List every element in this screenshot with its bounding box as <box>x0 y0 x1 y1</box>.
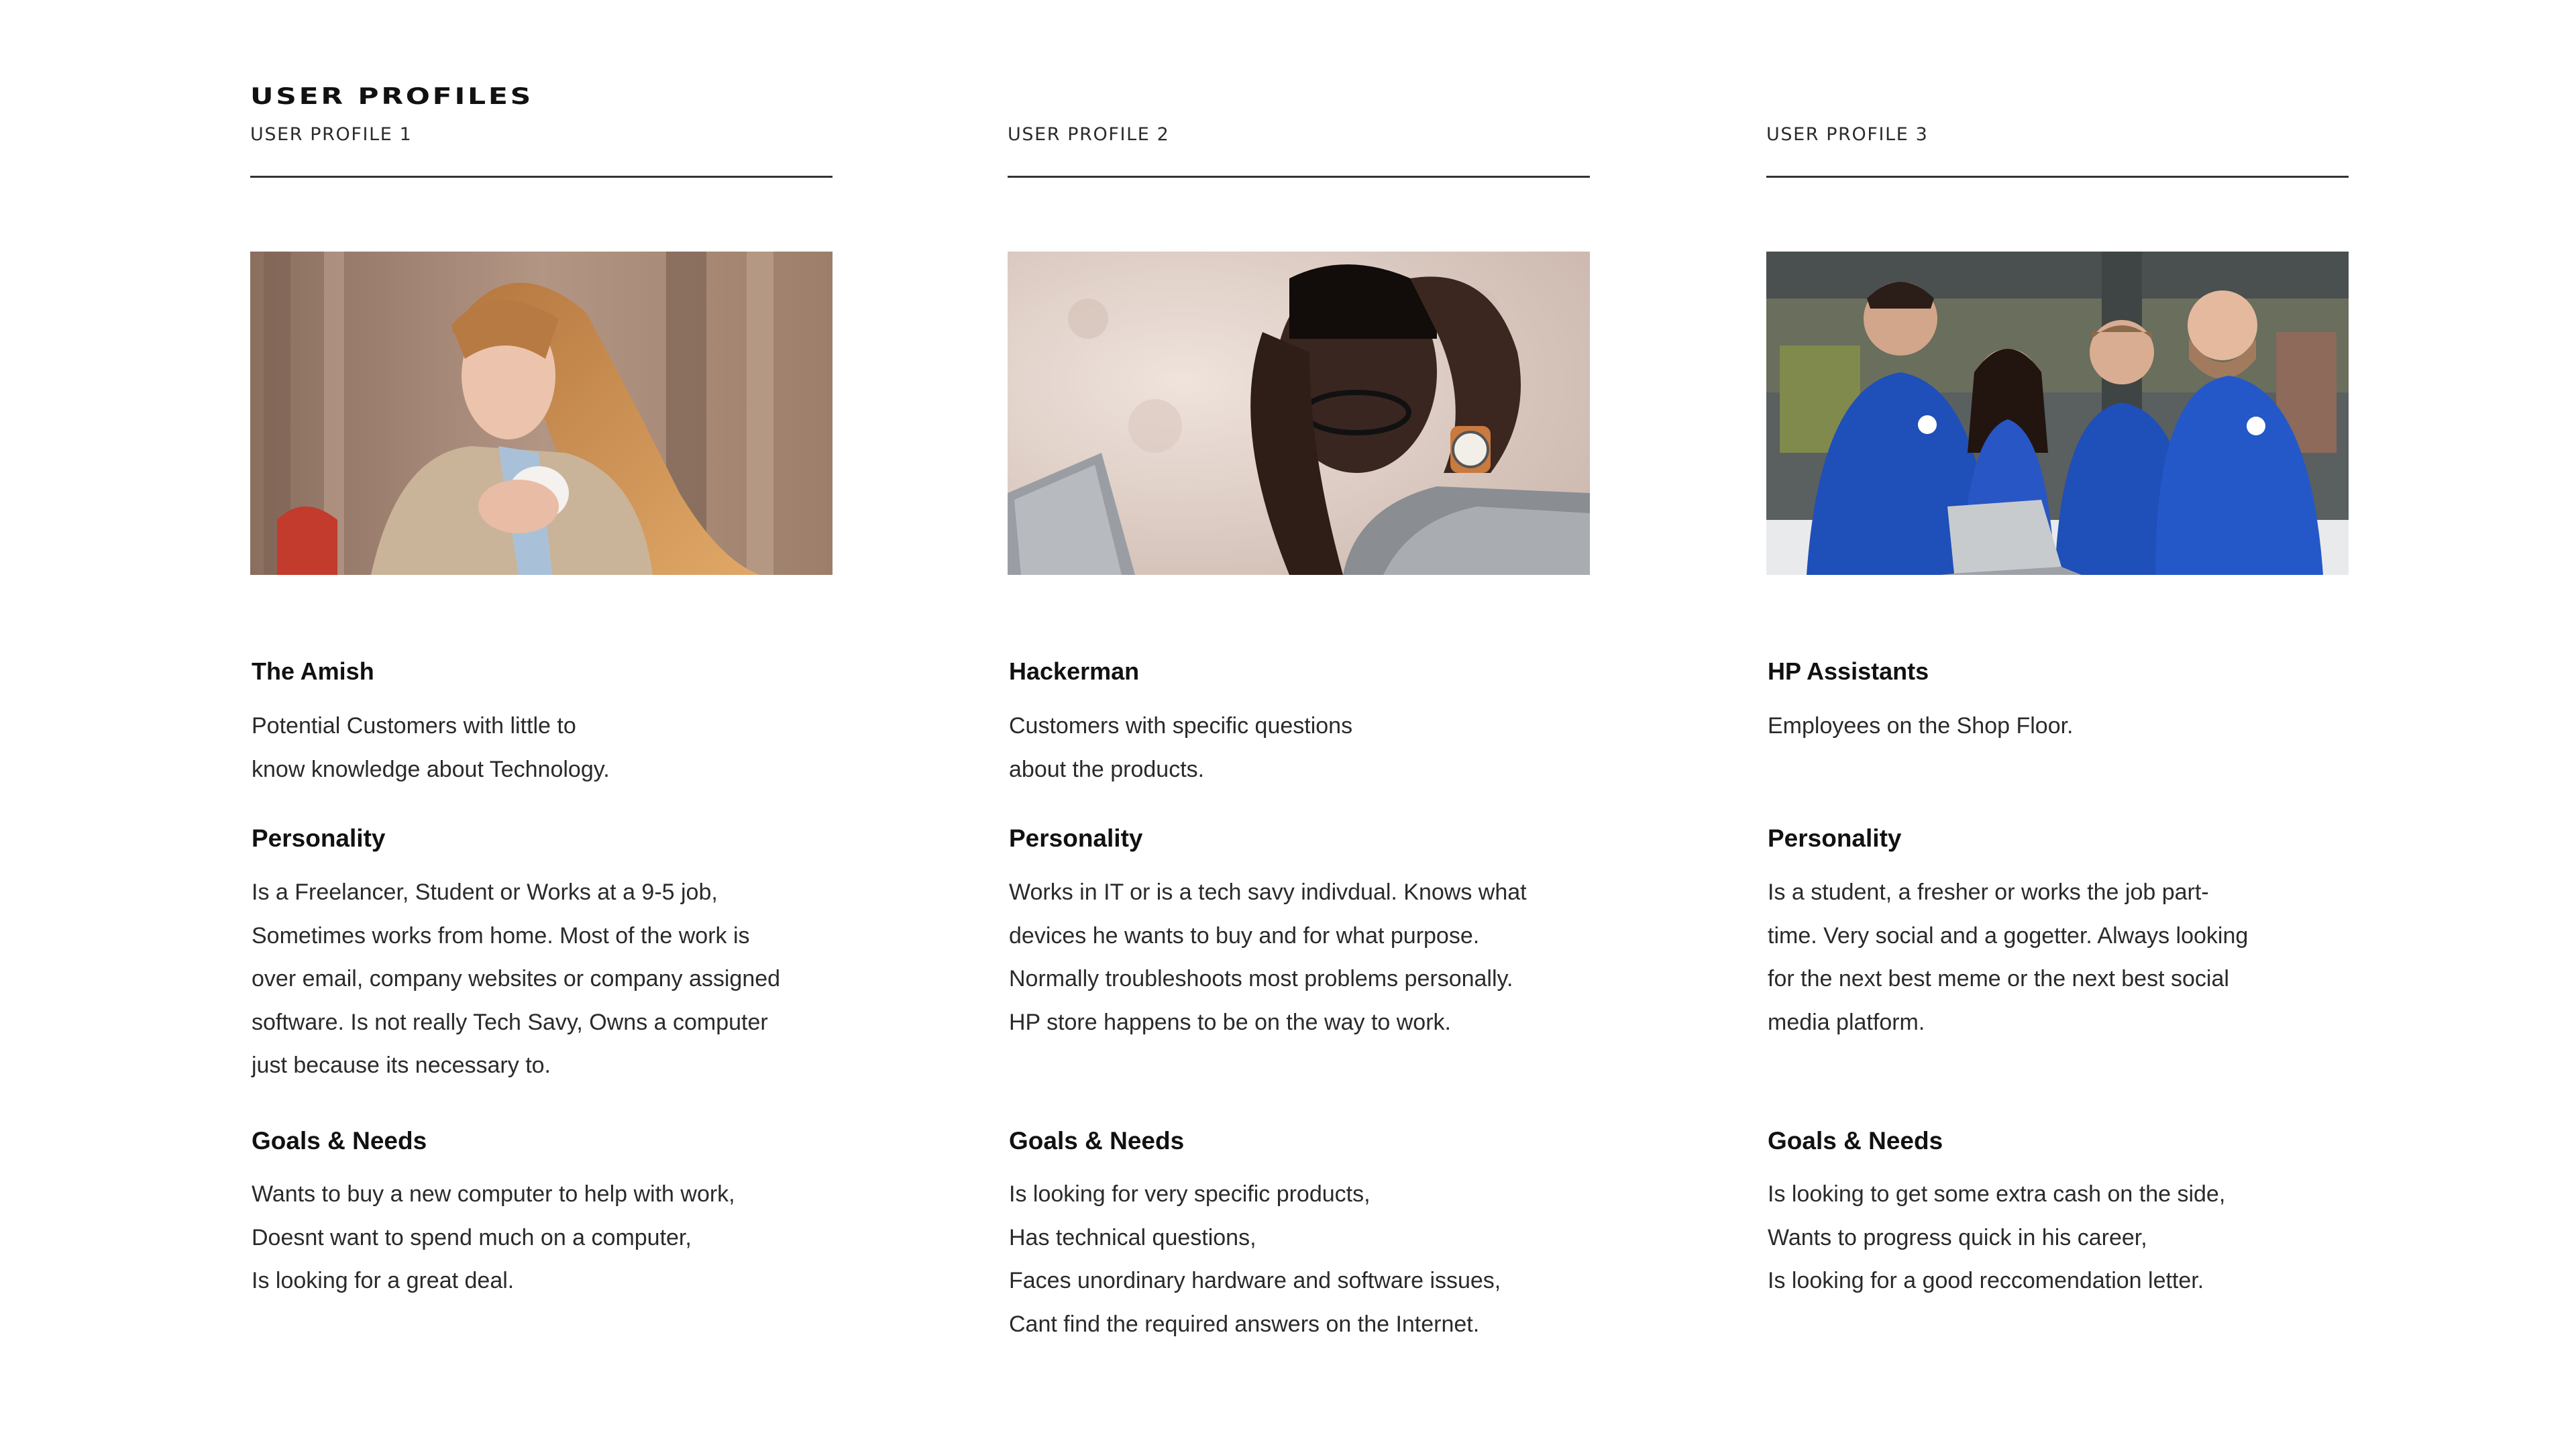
profile-label: USER PROFILE 1 <box>250 124 413 145</box>
personality-heading: Personality <box>252 824 386 852</box>
profile-label: USER PROFILE 2 <box>1008 124 1170 145</box>
profile-photo-woman-with-cup <box>250 252 833 575</box>
divider-line <box>250 176 833 178</box>
divider-line <box>1008 176 1590 178</box>
profile-photo-stressed-man <box>1008 252 1590 575</box>
profile-description: Customers with specific questions about the products. <box>1009 713 1353 782</box>
goals-heading: Goals & Needs <box>1768 1127 1943 1155</box>
goals-text: Is looking for very specific products, Has technical questions, Faces unordinary hardware and software issues, Cant find the required answers on the Internet. <box>1009 1181 1501 1337</box>
goals-text: Is looking to get some extra cash on the side, Wants to progress quick in his career, Is looking for a good reccomendation letter. <box>1768 1181 2226 1293</box>
user-profile-1 <box>250 0 834 1449</box>
personality-heading: Personality <box>1768 824 1902 852</box>
user-profile-3 <box>1766 0 2350 1449</box>
profile-name: HP Assistants <box>1768 657 1929 685</box>
profile-description: Potential Customers with little to know knowledge about Technology. <box>252 713 610 782</box>
personality-text: Works in IT or is a tech savy indivdual. Knows what devices he wants to buy and for what purpose. Normally troubleshoots most problems personally. HP store happens to be on the way to work. <box>1009 879 1527 1035</box>
personality-text: Is a Freelancer, Student or Works at a 9-5 job, Sometimes works from home. Most of the work is over email, company websites or company assigned software. Is not really Tech Savy, Owns a computer just because its necessary to. <box>252 879 781 1078</box>
user-profile-2 <box>1008 0 1591 1449</box>
page-title: USER PROFILES <box>250 83 534 110</box>
profile-description: Employees on the Shop Floor. <box>1768 713 2074 739</box>
goals-text: Wants to buy a new computer to help with work, Doesnt want to spend much on a computer, Is looking for a great deal. <box>252 1181 735 1293</box>
personality-heading: Personality <box>1009 824 1143 852</box>
profile-name: The Amish <box>252 657 374 685</box>
profile-photo-hp-team <box>1766 252 2349 575</box>
profile-label: USER PROFILE 3 <box>1766 124 1929 145</box>
personality-text: Is a student, a fresher or works the job part- time. Very social and a gogetter. Always looking for the next best meme or the next best social media platform. <box>1768 879 2249 1035</box>
goals-heading: Goals & Needs <box>252 1127 427 1155</box>
divider-line <box>1766 176 2349 178</box>
profile-name: Hackerman <box>1009 657 1140 685</box>
goals-heading: Goals & Needs <box>1009 1127 1185 1155</box>
